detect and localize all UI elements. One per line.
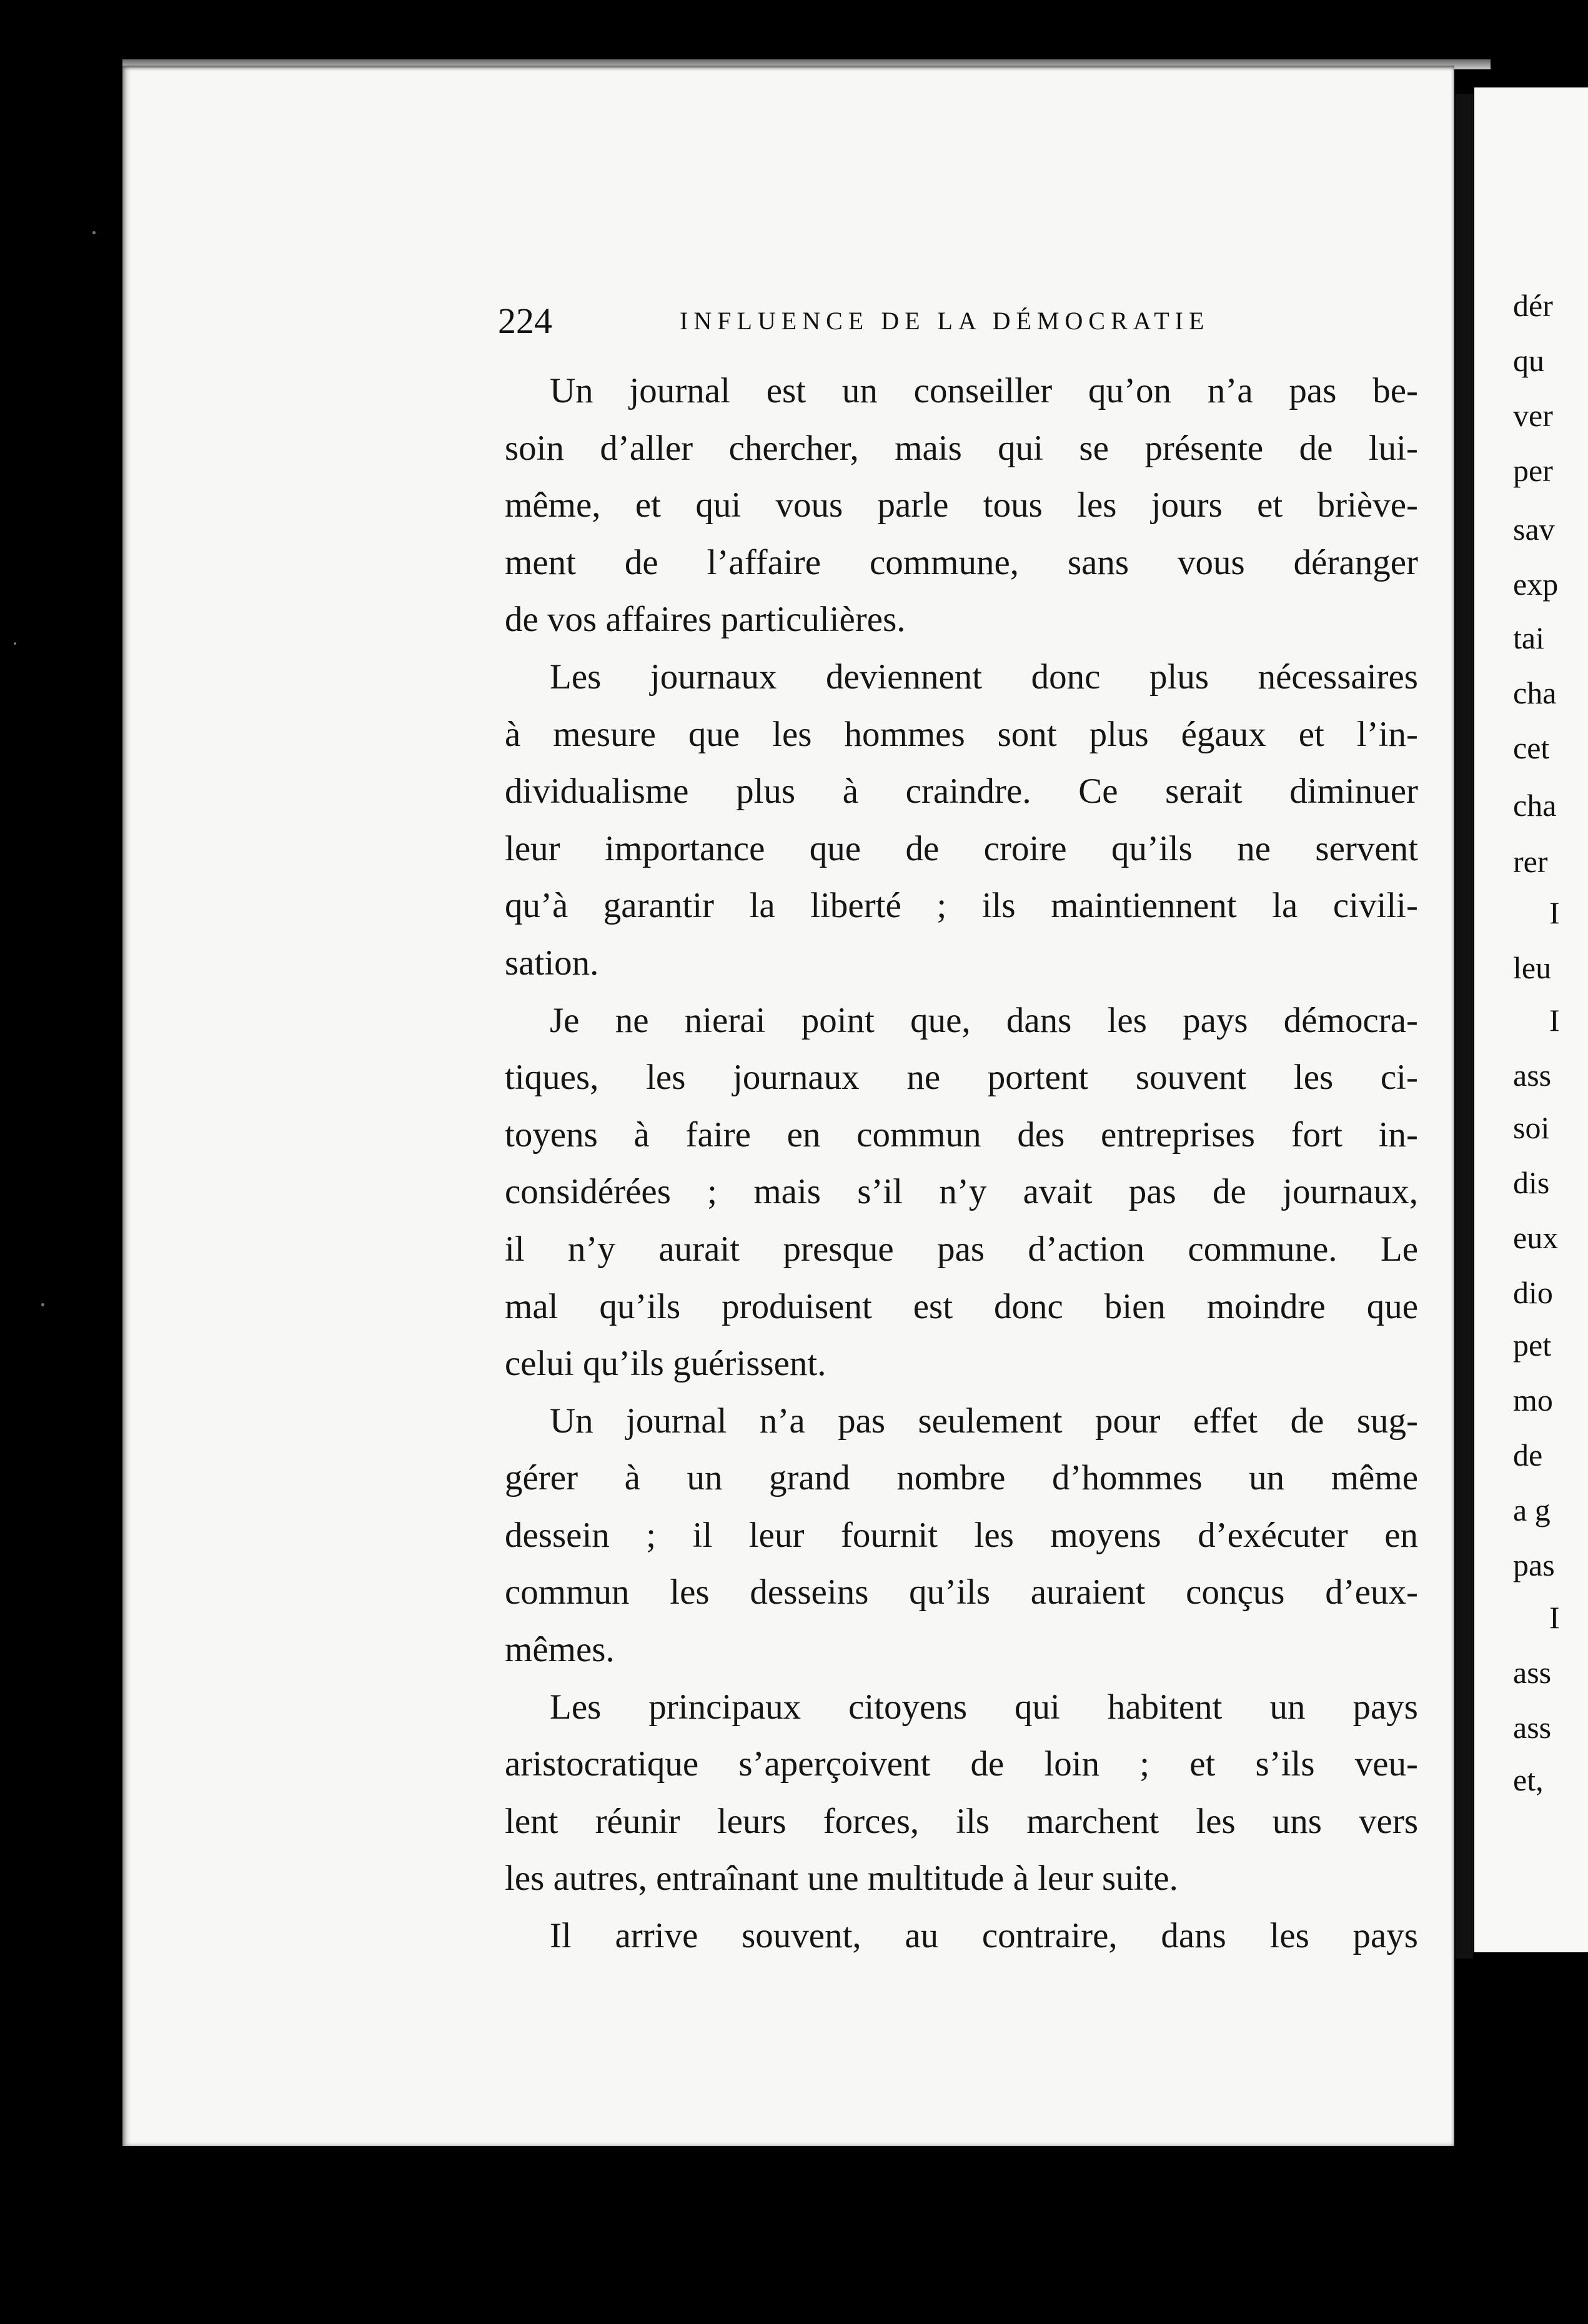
text-line: aristocratique s’aperçoivent de loin ; et s’ils veu- bbox=[505, 1744, 1418, 1784]
dust-speck bbox=[92, 231, 96, 234]
text-line: Les principaux citoyens qui habitent un pays bbox=[550, 1687, 1418, 1727]
text-line: leur importance que de croire qu’ils ne servent bbox=[505, 828, 1418, 868]
next-page-text-fragment: rer bbox=[1513, 844, 1548, 879]
text-line: mêmes. bbox=[505, 1630, 615, 1670]
text-line: il n’y aurait presque pas d’action commune. Le bbox=[505, 1229, 1418, 1269]
text-line: celui qu’ils guérissent. bbox=[505, 1344, 826, 1384]
next-page-text-fragment: pet bbox=[1513, 1328, 1552, 1363]
next-page-text-fragment: ass bbox=[1513, 1655, 1552, 1690]
next-page-text-fragment: ver bbox=[1513, 398, 1553, 433]
running-head: INFLUENCE DE LA DÉMOCRATIE bbox=[680, 307, 1210, 335]
next-page-text-fragment: ass bbox=[1513, 1710, 1552, 1745]
text-line: commun les desseins qu’ils auraient conçus d’eux- bbox=[505, 1572, 1418, 1612]
next-page-text-fragment: ass bbox=[1513, 1058, 1552, 1093]
next-page-text-fragment: dér bbox=[1513, 288, 1553, 323]
next-page-text-fragment: cet bbox=[1513, 730, 1550, 765]
text-line: ment de l’affaire commune, sans vous déranger bbox=[505, 542, 1418, 582]
body-text bbox=[505, 362, 1418, 1965]
next-page-text-fragment: exp bbox=[1513, 567, 1559, 602]
next-page-text-fragment: I bbox=[1549, 895, 1560, 930]
next-page-text-fragment: I bbox=[1549, 1003, 1560, 1038]
next-page-text-fragment: cha bbox=[1513, 788, 1557, 823]
next-page-text-fragment: tai bbox=[1513, 620, 1544, 655]
next-page-text-fragment: sav bbox=[1513, 512, 1555, 547]
text-line: considérées ; mais s’il n’y avait pas de journaux, bbox=[505, 1172, 1418, 1212]
next-page-text-fragment: de bbox=[1513, 1438, 1543, 1472]
text-line: tiques, les journaux ne portent souvent les ci- bbox=[505, 1058, 1418, 1098]
next-page-text-fragment: I bbox=[1549, 1600, 1560, 1635]
next-page-text-fragment: dio bbox=[1513, 1275, 1553, 1310]
next-page-text-fragment: pas bbox=[1513, 1547, 1555, 1582]
text-line: Les journaux deviennent donc plus nécessaires bbox=[550, 657, 1418, 697]
book-gutter bbox=[1456, 94, 1473, 1959]
page-number: 224 bbox=[498, 300, 552, 341]
next-page-text-fragment: a g bbox=[1513, 1492, 1551, 1527]
text-line: Un journal est un conseiller qu’on n’a pas be- bbox=[550, 371, 1418, 410]
text-line: mal qu’ils produisent est donc bien moindre que bbox=[505, 1286, 1418, 1326]
text-line: lent réunir leurs forces, ils marchent les uns vers bbox=[505, 1801, 1418, 1841]
next-page-text-fragment: qu bbox=[1513, 343, 1544, 378]
right-page-fragment bbox=[1474, 87, 1588, 1952]
text-line: Il arrive souvent, au contraire, dans les pays bbox=[550, 1916, 1418, 1956]
next-page-text-fragment: dis bbox=[1513, 1165, 1550, 1200]
next-page-text-fragment: eux bbox=[1513, 1220, 1559, 1255]
next-page-text-fragment: per bbox=[1513, 453, 1553, 488]
dust-speck bbox=[14, 642, 16, 645]
text-line: de vos affaires particulières. bbox=[505, 600, 906, 640]
text-line: gérer à un grand nombre d’hommes un même bbox=[505, 1458, 1418, 1498]
text-line: Un journal n’a pas seulement pour effet de sug- bbox=[550, 1401, 1418, 1441]
dust-speck bbox=[41, 1303, 44, 1306]
text-line: les autres, entraînant une multitude à leur suite. bbox=[505, 1859, 1178, 1899]
text-line: Je ne nierai point que, dans les pays démocra- bbox=[550, 1000, 1418, 1040]
text-line: sation. bbox=[505, 943, 599, 983]
next-page-text-fragment: soi bbox=[1513, 1110, 1550, 1145]
text-line: dessein ; il leur fournit les moyens d’exécuter en bbox=[505, 1515, 1418, 1555]
next-page-text-fragment: cha bbox=[1513, 675, 1557, 710]
text-line: à mesure que les hommes sont plus égaux et l’in- bbox=[505, 714, 1418, 754]
scan-bottom-border bbox=[0, 2146, 1588, 2324]
next-page-text-fragment: leu bbox=[1513, 950, 1552, 985]
text-line: dividualisme plus à craindre. Ce serait diminuer bbox=[505, 772, 1418, 812]
text-line: soin d’aller chercher, mais qui se présente de lui- bbox=[505, 428, 1418, 468]
next-page-text-fragment: et, bbox=[1513, 1762, 1544, 1797]
next-page-text-fragment: mo bbox=[1513, 1383, 1553, 1418]
text-line: qu’à garantir la liberté ; ils maintiennent la civili- bbox=[505, 886, 1418, 926]
text-line: même, et qui vous parle tous les jours et briève- bbox=[505, 485, 1418, 525]
text-line: toyens à faire en commun des entreprises fort in- bbox=[505, 1115, 1418, 1155]
